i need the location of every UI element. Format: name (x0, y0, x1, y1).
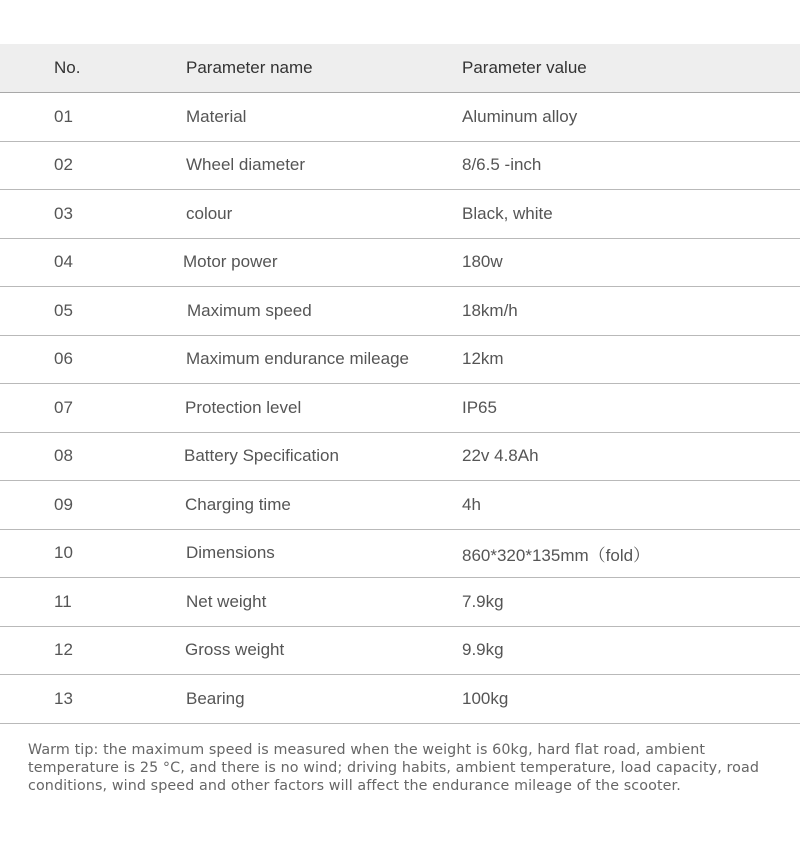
row-parameter-value: Aluminum alloy (462, 106, 578, 126)
table-row (0, 239, 800, 288)
table-row (0, 142, 800, 191)
row-parameter-name: Dimensions (186, 543, 275, 563)
row-parameter-value: 100kg (462, 688, 509, 708)
row-no: 12 (54, 640, 73, 660)
row-parameter-value: 22v 4.8Ah (462, 446, 539, 466)
row-no: 01 (54, 106, 73, 126)
row-parameter-name: Wheel diameter (186, 155, 306, 175)
row-parameter-value: Black, white (462, 203, 553, 223)
table-row (0, 578, 800, 627)
table-row (0, 93, 800, 142)
row-parameter-name: colour (186, 203, 233, 223)
table-row (0, 287, 800, 336)
table-row (0, 190, 800, 239)
row-parameter-value: IP65 (462, 397, 497, 417)
table-row (0, 530, 800, 579)
warm-tip-note: Warm tip: the maximum speed is measured when the weight is 60kg, hard flat road, ambient temperature is 25 °C, and there is no wind; driving habits, ambient temperature, load capacity, road conditions, wind speed and other factors will affect the endurance mileage of the scooter. (28, 742, 760, 794)
row-no: 08 (54, 446, 73, 466)
row-parameter-name: Protection level (185, 397, 302, 417)
header-parameter-value: Parameter value (462, 58, 587, 77)
table-row (0, 675, 800, 724)
row-parameter-name: Material (186, 106, 247, 126)
row-parameter-name: Gross weight (185, 640, 285, 660)
row-parameter-value: 18km/h (462, 300, 518, 320)
row-parameter-name: Maximum endurance mileage (186, 349, 409, 369)
table-row (0, 481, 800, 530)
row-parameter-name: Charging time (185, 494, 291, 514)
row-no: 13 (54, 688, 73, 708)
table-row (0, 384, 800, 433)
row-no: 05 (54, 300, 73, 320)
header-parameter-name: Parameter name (186, 58, 313, 77)
row-parameter-name: Net weight (186, 591, 267, 611)
row-no: 07 (54, 397, 73, 417)
row-parameter-value: 4h (462, 494, 481, 514)
row-parameter-value: 860*320*135mm（fold） (462, 545, 651, 565)
row-parameter-value: 9.9kg (462, 640, 504, 660)
row-parameter-name: Maximum speed (187, 300, 312, 320)
table-row (0, 433, 800, 482)
row-parameter-name: Motor power (183, 252, 278, 272)
table-row (0, 336, 800, 385)
spec-table (0, 44, 800, 724)
row-no: 06 (54, 349, 73, 369)
row-no: 04 (54, 252, 73, 272)
row-no: 02 (54, 155, 73, 175)
row-no: 10 (54, 543, 73, 563)
header-no: No. (54, 58, 81, 77)
row-parameter-value: 7.9kg (462, 591, 504, 611)
table-header (0, 44, 800, 93)
row-parameter-value: 180w (462, 252, 503, 272)
row-parameter-name: Battery Specification (184, 446, 339, 466)
row-parameter-value: 8/6.5 -inch (462, 155, 542, 175)
row-no: 09 (54, 494, 73, 514)
row-parameter-name: Bearing (186, 688, 245, 708)
table-row (0, 627, 800, 676)
row-no: 03 (54, 203, 73, 223)
row-parameter-value: 12km (462, 349, 504, 369)
row-no: 11 (54, 591, 72, 611)
